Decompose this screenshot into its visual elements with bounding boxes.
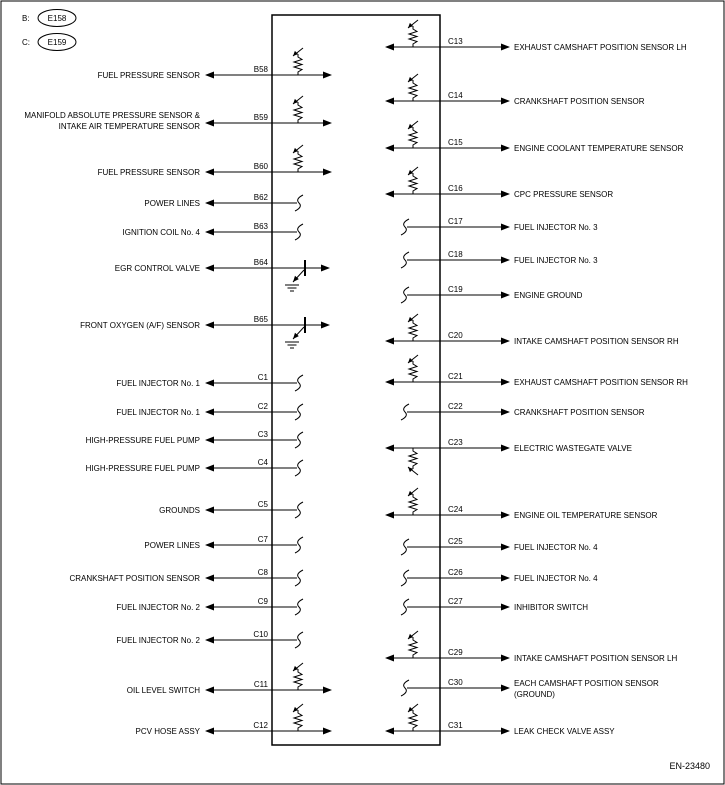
connector-rows [24, 20, 688, 736]
row-label: FUEL INJECTOR No. 1 [116, 408, 200, 417]
pin-label: C4 [257, 458, 268, 467]
left-row-C8 [69, 568, 303, 586]
row-label: EXHAUST CAMSHAFT POSITION SENSOR RH [514, 378, 688, 387]
pin-label: C29 [448, 648, 463, 657]
pin-label: C22 [448, 402, 463, 411]
row-label: FUEL INJECTOR No. 4 [514, 543, 598, 552]
row-label: POWER LINES [144, 199, 200, 208]
row-label: ELECTRIC WASTEGATE VALVE [514, 444, 632, 453]
arrowhead [408, 358, 413, 363]
pin-label: C23 [448, 438, 463, 447]
resistor-symbol [409, 26, 417, 47]
row-label: FUEL INJECTOR No. 3 [514, 256, 598, 265]
pin-label: C26 [448, 568, 463, 577]
row-label: FUEL INJECTOR No. 2 [116, 603, 200, 612]
right-row-C27 [401, 597, 588, 615]
row-label: OIL LEVEL SWITCH [126, 686, 200, 695]
pin-label: B65 [253, 315, 268, 324]
pin-label: C11 [253, 680, 268, 689]
pin-label: C21 [448, 372, 463, 381]
resistor-symbol [409, 448, 417, 469]
resistor-symbol [294, 669, 302, 690]
pin-label: C15 [448, 138, 463, 147]
right-row-C23 [385, 438, 632, 475]
resistor-symbol [409, 320, 417, 341]
pin-label: C16 [448, 184, 463, 193]
resistor-symbol [409, 173, 417, 194]
resistor-symbol [409, 494, 417, 515]
pin-label: C7 [257, 535, 268, 544]
left-row-C11 [127, 663, 332, 695]
arrowhead [323, 120, 332, 127]
pin-label: C13 [448, 37, 463, 46]
legend-c-prefix: C: [22, 38, 30, 47]
row-label: CRANKSHAFT POSITION SENSOR [69, 574, 200, 583]
pin-label: C2 [257, 402, 268, 411]
arrowhead [408, 491, 413, 496]
arrowhead [408, 707, 413, 712]
arrowhead [385, 512, 394, 519]
row-label: GROUNDS [159, 506, 200, 515]
row-label: CRANKSHAFT POSITION SENSOR [514, 408, 645, 417]
row-label: INHIBITOR SWITCH [514, 603, 589, 612]
arrowhead [385, 98, 394, 105]
left-row-C3 [86, 430, 303, 448]
row-label: FUEL INJECTOR No. 3 [514, 223, 598, 232]
legend-b-connector: E158 [47, 14, 67, 23]
resistor-symbol [294, 710, 302, 731]
row-label: FUEL PRESSURE SENSOR [97, 71, 200, 80]
left-row-C5 [159, 500, 303, 518]
pin-label: C9 [257, 597, 268, 606]
row-label: ENGINE GROUND [514, 291, 583, 300]
left-row-B59 [24, 96, 332, 131]
arrowhead [293, 707, 298, 712]
pin-label: C19 [448, 285, 463, 294]
document-code: EN-23480 [669, 761, 710, 771]
label-line: (GROUND) [514, 690, 555, 699]
arrowhead [385, 655, 394, 662]
left-row-C7 [144, 535, 303, 553]
resistor-symbol [409, 361, 417, 382]
left-row-B60 [98, 145, 332, 177]
pin-label: C25 [448, 537, 463, 546]
left-row-C10 [116, 630, 303, 648]
resistor-symbol [409, 127, 417, 148]
pin-label: C31 [448, 721, 463, 730]
right-row-C15 [385, 121, 684, 153]
pin-label: C24 [448, 505, 463, 514]
arrowhead [385, 445, 394, 452]
arrowhead [408, 634, 413, 639]
arrowhead [408, 77, 413, 82]
left-row-B63 [123, 222, 304, 240]
pin-label: B64 [253, 258, 268, 267]
resistor-symbol [294, 102, 302, 123]
row-label: INTAKE CAMSHAFT POSITION SENSOR RH [514, 337, 679, 346]
arrowhead [385, 338, 394, 345]
right-row-C13 [385, 20, 687, 52]
arrowhead [408, 170, 413, 175]
row-label: FUEL INJECTOR No. 1 [116, 379, 200, 388]
pin-label: B58 [253, 65, 268, 74]
arrowhead [408, 317, 413, 322]
right-row-C31 [385, 704, 615, 736]
row-label: ENGINE OIL TEMPERATURE SENSOR [514, 511, 658, 520]
pin-label: B63 [253, 222, 268, 231]
pin-label: C1 [257, 373, 268, 382]
left-row-B65 [80, 315, 330, 348]
right-row-C16 [385, 167, 613, 199]
pin-label: B62 [253, 193, 268, 202]
pin-label: B59 [253, 113, 268, 122]
row-label: INTAKE CAMSHAFT POSITION SENSOR LH [514, 654, 678, 663]
arrowhead [323, 728, 332, 735]
row-label: FUEL INJECTOR No. 4 [514, 574, 598, 583]
right-row-C26 [401, 568, 598, 586]
arrowhead [321, 265, 330, 272]
arrowhead [385, 728, 394, 735]
pin-label: C20 [448, 331, 463, 340]
right-row-C18 [401, 250, 598, 268]
arrowhead [321, 322, 330, 329]
right-row-C25 [401, 537, 598, 555]
arrowhead [293, 666, 298, 671]
row-label: EGR CONTROL VALVE [114, 264, 200, 273]
label-line: INTAKE AIR TEMPERATURE SENSOR [58, 122, 200, 131]
label-line: MANIFOLD ABSOLUTE PRESSURE SENSOR & [24, 111, 200, 120]
arrowhead [323, 169, 332, 176]
row-label: EXHAUST CAMSHAFT POSITION SENSOR LH [514, 43, 687, 52]
pin-label: C12 [253, 721, 268, 730]
left-row-C2 [116, 402, 303, 420]
left-row-B62 [144, 193, 303, 211]
pin-label: C10 [253, 630, 268, 639]
legend [22, 10, 76, 51]
resistor-symbol [409, 710, 417, 731]
left-row-C12 [136, 704, 332, 736]
pin-label: B60 [253, 162, 268, 171]
arrowhead [323, 687, 332, 694]
arrowhead [385, 379, 394, 386]
arrowhead [408, 467, 413, 472]
row-label: PCV HOSE ASSY [135, 727, 200, 736]
arrowhead [385, 44, 394, 51]
right-row-C29 [385, 631, 678, 663]
left-row-C4 [86, 458, 303, 476]
arrowhead [408, 124, 413, 129]
right-row-C14 [385, 74, 645, 106]
arrowhead [293, 148, 298, 153]
row-label: CRANKSHAFT POSITION SENSOR [514, 97, 645, 106]
label-line: EACH CAMSHAFT POSITION SENSOR [514, 679, 659, 688]
row-label: FUEL PRESSURE SENSOR [97, 168, 200, 177]
row-label: FUEL INJECTOR No. 2 [116, 636, 200, 645]
right-row-C24 [385, 488, 658, 520]
resistor-symbol [409, 80, 417, 101]
pin-label: C17 [448, 217, 463, 226]
arrowhead [385, 191, 394, 198]
resistor-symbol [409, 637, 417, 658]
arrowhead [323, 72, 332, 79]
pin-label: C8 [257, 568, 268, 577]
pin-label: C30 [448, 678, 463, 687]
pin-label: C18 [448, 250, 463, 259]
arrowhead [408, 23, 413, 28]
arrowhead [293, 99, 298, 104]
left-row-B64 [115, 258, 330, 291]
right-row-C21 [385, 355, 688, 387]
row-label: CPC PRESSURE SENSOR [514, 190, 614, 199]
row-label [24, 111, 200, 131]
left-row-C1 [116, 373, 303, 391]
arrowhead [293, 51, 298, 56]
legend-c-connector: E159 [47, 38, 67, 47]
row-label: IGNITION COIL No. 4 [122, 228, 200, 237]
resistor-symbol [294, 54, 302, 75]
row-label: POWER LINES [144, 541, 200, 550]
right-row-C17 [401, 217, 598, 235]
pin-label: C5 [257, 500, 268, 509]
right-row-C22 [401, 402, 645, 420]
right-row-C20 [385, 314, 679, 346]
pin-label: C3 [257, 430, 268, 439]
right-row-C19 [401, 285, 583, 303]
row-label: HIGH-PRESSURE FUEL PUMP [85, 436, 200, 445]
row-label: ENGINE COOLANT TEMPERATURE SENSOR [514, 144, 684, 153]
pin-label: C27 [448, 597, 463, 606]
legend-b-prefix: B: [22, 14, 30, 23]
row-label: HIGH-PRESSURE FUEL PUMP [85, 464, 200, 473]
left-row-C9 [116, 597, 303, 615]
row-label [514, 679, 659, 699]
pin-label: C14 [448, 91, 463, 100]
left-row-B58 [98, 48, 332, 80]
resistor-symbol [294, 151, 302, 172]
row-label: LEAK CHECK VALVE ASSY [514, 727, 615, 736]
row-label: FRONT OXYGEN (A/F) SENSOR [80, 321, 200, 330]
arrowhead [385, 145, 394, 152]
